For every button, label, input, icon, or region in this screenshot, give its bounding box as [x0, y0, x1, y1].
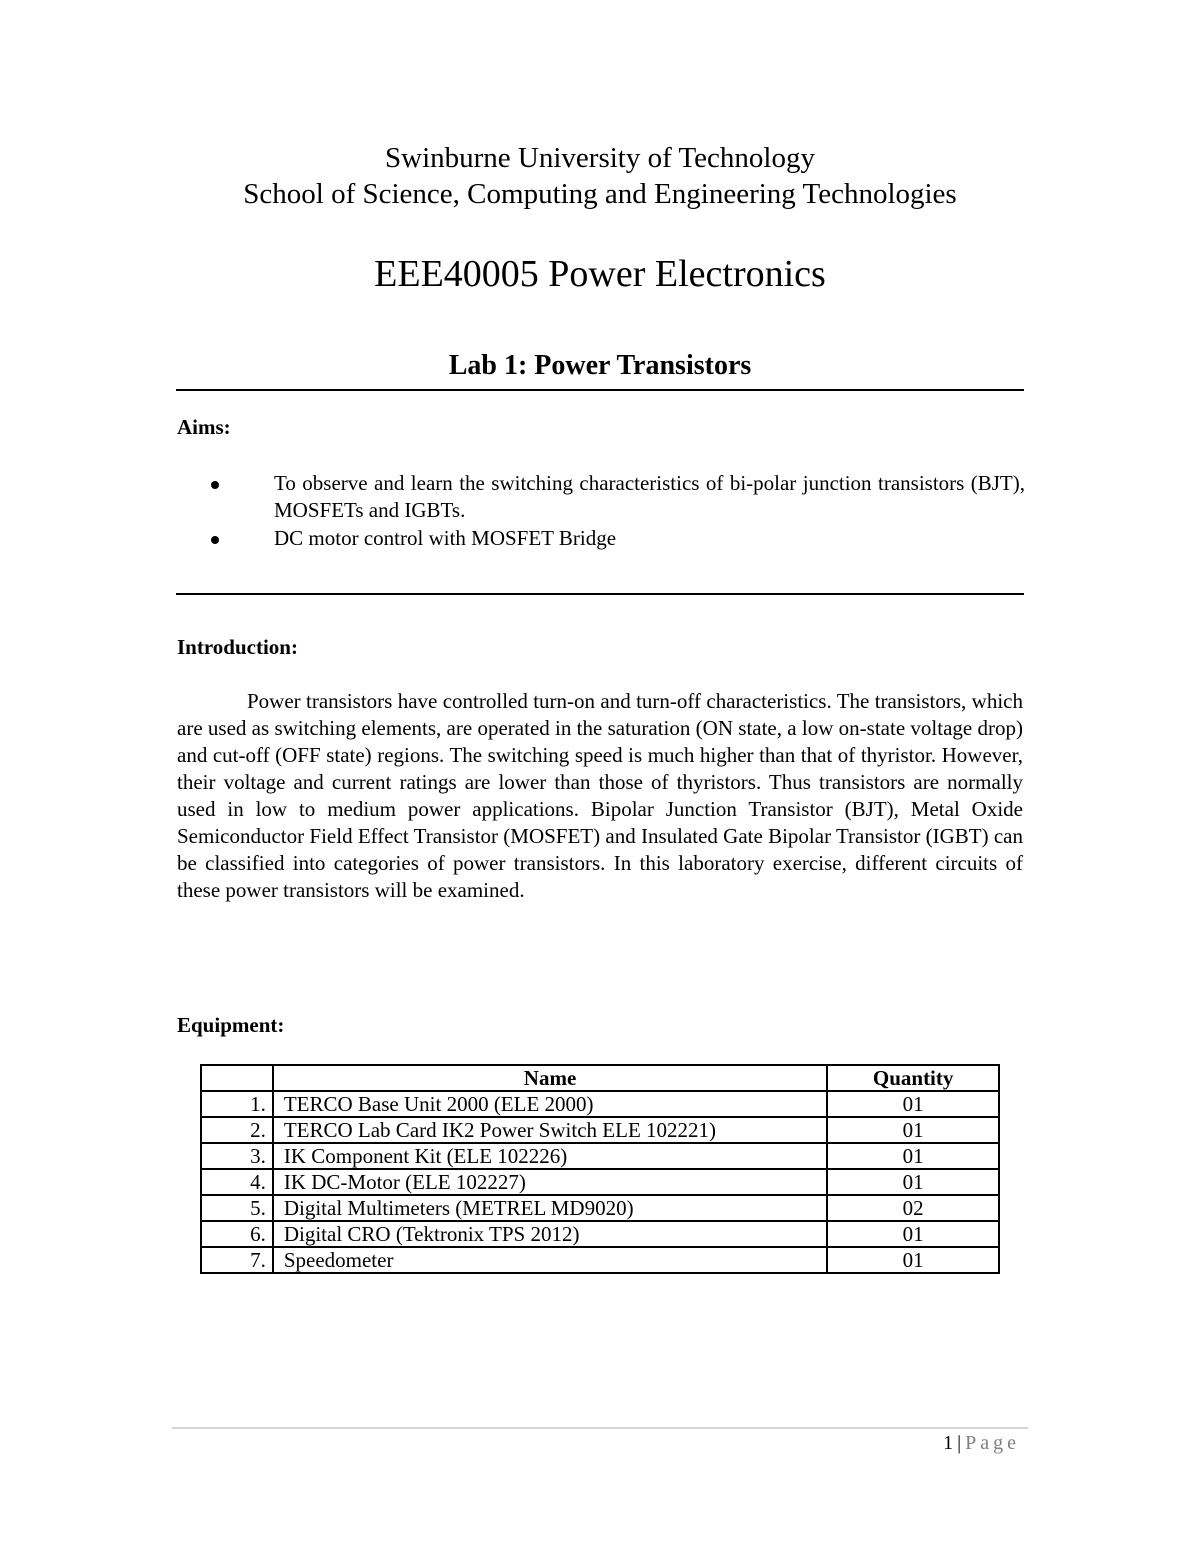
bullet-icon — [211, 536, 219, 544]
table-row — [201, 1091, 999, 1117]
aims-heading: Aims: — [177, 415, 231, 439]
table-row — [201, 1247, 999, 1273]
row-number: 6. — [201, 1221, 273, 1247]
row-number: 4. — [201, 1169, 273, 1195]
aims-divider — [176, 593, 1024, 595]
row-number: 1. — [201, 1091, 273, 1117]
aims-list-item — [177, 525, 1025, 552]
aims-list — [177, 470, 1025, 552]
column-header-quantity: Quantity — [827, 1065, 999, 1091]
table-header-row — [201, 1065, 999, 1091]
bullet-icon — [211, 481, 219, 489]
row-quantity: 01 — [827, 1091, 999, 1117]
row-name: TERCO Base Unit 2000 (ELE 2000) — [273, 1091, 827, 1117]
row-name: Speedometer — [273, 1247, 827, 1273]
table-row — [201, 1143, 999, 1169]
introduction-paragraph: Power transistors have controlled turn-on and turn-off characteristics. The transistors, which are used as switching elements, are operated in the saturation (ON state, a low on-state voltage drop) and cut-off (OFF state) regions. The switching speed is much higher than that of thyristor. However, their voltage and current ratings are lower than those of thyristors. Thus transistors are normally used in low to medium power applications. Bipolar Junction Transistor (BJT), Metal Oxide Semiconductor Field Effect Transistor (MOSFET) and Insulated Gate Bipolar Transistor (IGBT) can be classified into categories of power transistors. In this laboratory exercise, different circuits of these power transistors will be examined. — [177, 689, 1023, 902]
row-name: Digital CRO (Tektronix TPS 2012) — [273, 1221, 827, 1247]
aims-list-item — [177, 470, 1025, 524]
equipment-heading: Equipment: — [177, 1013, 285, 1037]
title-divider — [176, 389, 1024, 391]
lab-title: Lab 1: Power Transistors — [448, 350, 752, 381]
row-number: 3. — [201, 1143, 273, 1169]
row-number: 5. — [201, 1195, 273, 1221]
column-header-number — [201, 1065, 273, 1091]
introduction-heading: Introduction: — [177, 635, 298, 659]
row-name: Digital Multimeters (METREL MD9020) — [273, 1195, 827, 1221]
row-number: 2. — [201, 1117, 273, 1143]
table-row — [201, 1221, 999, 1247]
row-name: TERCO Lab Card IK2 Power Switch ELE 102221) — [273, 1117, 827, 1143]
page-separator: | — [957, 1432, 962, 1454]
footer-divider — [172, 1427, 1028, 1429]
row-name: IK Component Kit (ELE 102226) — [273, 1143, 827, 1169]
page-number: 1 — [943, 1432, 954, 1454]
school-name: School of Science, Computing and Engineering Technologies — [243, 178, 957, 210]
table-row — [201, 1195, 999, 1221]
row-quantity: 01 — [827, 1117, 999, 1143]
row-name: IK DC-Motor (ELE 102227) — [273, 1169, 827, 1195]
page-label: Page — [965, 1432, 1020, 1454]
row-quantity: 01 — [827, 1169, 999, 1195]
row-quantity: 01 — [827, 1221, 999, 1247]
column-header-name: Name — [273, 1065, 827, 1091]
row-number: 7. — [201, 1247, 273, 1273]
course-title: EEE40005 Power Electronics — [374, 253, 826, 295]
university-name: Swinburne University of Technology — [385, 142, 815, 174]
page-footer — [943, 1432, 1020, 1455]
row-quantity: 01 — [827, 1247, 999, 1273]
table-row — [201, 1169, 999, 1195]
aims-item-text: DC motor control with MOSFET Bridge — [274, 526, 617, 550]
equipment-table — [200, 1064, 1000, 1274]
table-row — [201, 1117, 999, 1143]
row-quantity: 02 — [827, 1195, 999, 1221]
aims-item-text: To observe and learn the switching characteristics of bi-polar junction transistors (BJT), MOSFETs and IGBTs. — [274, 471, 1025, 522]
row-quantity: 01 — [827, 1143, 999, 1169]
